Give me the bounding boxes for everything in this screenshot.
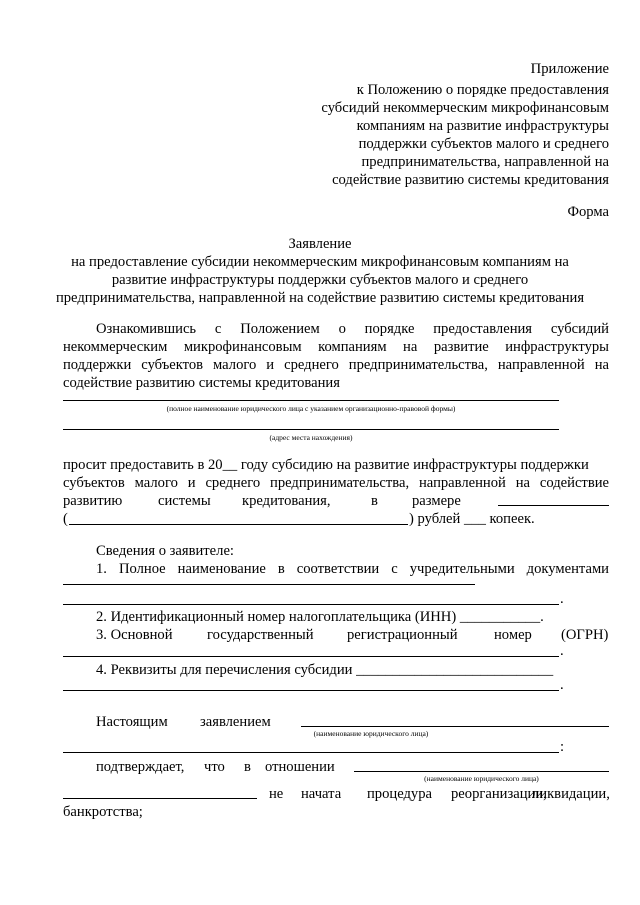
intro-paragraph-line: поддержки субъектов малого и среднего предпринимательства, направленной на bbox=[63, 357, 609, 373]
statement-word: что bbox=[204, 759, 225, 775]
applicant-item-full-name: 1. Полное наименование в соответствии с учредительными документами bbox=[96, 561, 609, 577]
form-label: Форма bbox=[567, 204, 609, 220]
ogrn-field[interactable] bbox=[63, 656, 559, 657]
statement-line: банкротства; bbox=[63, 804, 143, 820]
request-word: кредитования, bbox=[242, 493, 331, 509]
request-word: системы bbox=[158, 493, 211, 509]
entity-name-field-1b[interactable] bbox=[63, 752, 559, 753]
ogrn-word: (ОГРН) bbox=[561, 627, 609, 643]
appendix-line: предпринимательства, направленной на bbox=[361, 154, 609, 170]
document-title: Заявление bbox=[288, 236, 352, 252]
document-subtitle: на предоставление субсидии некоммерческим микрофинансовым компаниям на bbox=[71, 254, 569, 270]
statement-word: начата bbox=[301, 786, 342, 802]
request-line: просит предоставить в 20__ году субсидию на развитие инфраструктуры поддержки bbox=[63, 457, 589, 473]
statement-colon: : bbox=[560, 739, 565, 755]
statement-word: заявлением bbox=[200, 714, 271, 730]
bank-details-period: . bbox=[560, 677, 564, 693]
statement-word: реорганизации, bbox=[451, 786, 547, 802]
intro-paragraph-line: Ознакомившись с Положением о порядке предоставления субсидий bbox=[96, 321, 609, 337]
address-field[interactable] bbox=[63, 429, 559, 430]
amount-currency: ) рублей ___ копеек. bbox=[409, 511, 535, 527]
appendix-line: компаниям на развитие инфраструктуры bbox=[356, 118, 609, 134]
full-name-field-2[interactable] bbox=[63, 604, 559, 605]
entity-name-hint-1: (наименование юридического лица) bbox=[313, 729, 429, 738]
appendix-title: Приложение bbox=[530, 61, 609, 77]
appendix-line: содействие развитию системы кредитования bbox=[332, 172, 609, 188]
request-word: развитию bbox=[63, 493, 123, 509]
ogrn-word: номер bbox=[494, 627, 532, 643]
appendix-line: к Положению о порядке предоставления bbox=[356, 82, 609, 98]
statement-word: Настоящим bbox=[96, 714, 168, 730]
applicant-item-inn: 2. Идентификационный номер налогоплательщика (ИНН) ___________. bbox=[96, 609, 544, 625]
statement-word: отношении bbox=[265, 759, 335, 775]
legal-name-hint: (полное наименование юридического лица с указанием организационно-правовой формы) bbox=[166, 404, 456, 413]
amount-words-field[interactable] bbox=[69, 524, 408, 525]
full-name-field[interactable] bbox=[63, 584, 475, 585]
statement-word: ликвидации, bbox=[532, 786, 610, 802]
bank-details-field[interactable] bbox=[63, 690, 559, 691]
entity-name-field-2b[interactable] bbox=[63, 798, 257, 799]
amount-words-open: ( bbox=[63, 511, 68, 527]
legal-name-field[interactable] bbox=[63, 400, 559, 401]
address-hint: (адрес места нахождения) bbox=[269, 433, 353, 442]
request-word: размере bbox=[412, 493, 461, 509]
full-name-period: . bbox=[560, 591, 564, 607]
applicant-item-bank-details: 4. Реквизиты для перечисления субсидии ___________________________ bbox=[96, 662, 554, 678]
amount-number-field[interactable] bbox=[498, 505, 609, 506]
statement-word: не bbox=[269, 786, 284, 802]
appendix-line: субсидий некоммерческим микрофинансовым bbox=[321, 100, 609, 116]
entity-name-field-2[interactable] bbox=[354, 771, 609, 772]
ogrn-word: регистрационный bbox=[347, 627, 458, 643]
applicant-heading: Сведения о заявителе: bbox=[96, 543, 234, 559]
intro-paragraph-line: некоммерческим микрофинансовым компаниям на развитие инфраструктуры bbox=[63, 339, 609, 355]
ogrn-period: . bbox=[560, 643, 564, 659]
appendix-line: поддержки субъектов малого и среднего bbox=[358, 136, 609, 152]
entity-name-field-1[interactable] bbox=[301, 726, 609, 727]
ogrn-word: 3. Основной bbox=[96, 627, 173, 643]
document-subtitle: развитие инфраструктуры поддержки субъектов малого и среднего bbox=[111, 272, 529, 288]
entity-name-hint-2: (наименование юридического лица) bbox=[424, 774, 539, 783]
statement-word: процедура bbox=[367, 786, 432, 802]
request-line: субъектов малого и среднего предпринимательства, направленной на содействие bbox=[63, 475, 609, 491]
statement-word: подтверждает, bbox=[96, 759, 185, 775]
intro-paragraph-line: содействие развитию системы кредитования bbox=[63, 375, 340, 391]
ogrn-word: государственный bbox=[207, 627, 314, 643]
statement-word: в bbox=[244, 759, 251, 775]
request-word: в bbox=[371, 493, 378, 509]
document-subtitle: предпринимательства, направленной на содействие развитию системы кредитования bbox=[55, 290, 585, 306]
